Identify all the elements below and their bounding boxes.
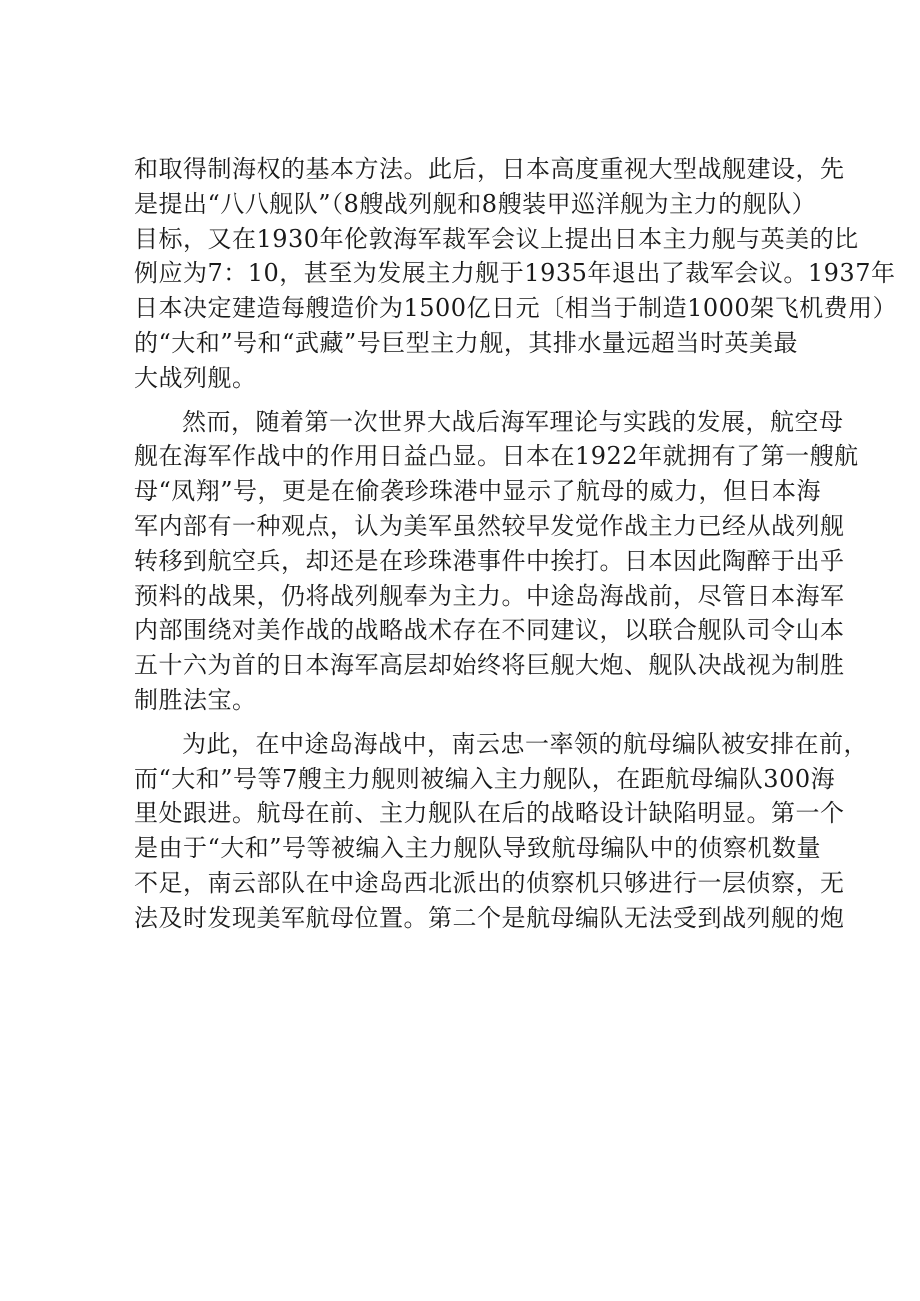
text-line: 和取得制海权的基本方法。此后，日本高度重视大型战舰建设，先 (134, 155, 845, 183)
text-line: 是提出“八八舰队”（8艘战列舰和8艘装甲巡洋舰为主力的舰队） (134, 189, 817, 218)
text-line: 日本决定建造每艘造价为1500亿日元〔相当于制造1000架飞机费用） (134, 294, 898, 323)
paragraph-3 (134, 727, 868, 936)
text-line: 内部围绕对美作战的战略战术存在不同建议，以联合舰队司令山本 (134, 616, 845, 645)
paragraph-2 (134, 405, 859, 718)
paragraph-1 (134, 152, 898, 396)
text-line: 转移到航空兵，却还是在珍珠港事件中挨打。日本因此陶醉于出乎 (134, 546, 845, 575)
text-line: 然而，随着第一次世界大战后海军理论与实践的发展，航空母 (182, 407, 844, 436)
text-line: 五十六为首的日本海军高层却始终将巨舰大炮、舰队决战视为制胜 (134, 651, 845, 680)
text-line: 大战列舰。 (134, 363, 257, 392)
body-text (134, 152, 898, 945)
text-line: 军内部有一种观点，认为美军虽然较早发觉作战主力已经从战列舰 (134, 511, 845, 540)
text-line: 例应为7：10，甚至为发展主力舰于1935年退出了裁军会议。1937年 (134, 259, 896, 288)
text-line: 是由于“大和”号等被编入主力舰队导致航母编队中的侦察机数量 (134, 834, 822, 863)
text-line: 舰在海军作战中的作用日益凸显。日本在1922年就拥有了第一艘航 (134, 442, 859, 471)
text-line: 母“凤翔”号，更是在偷袭珍珠港中显示了航母的威力，但日本海 (134, 477, 822, 506)
text-line: 里处跟进。航母在前、主力舰队在后的战略设计缺陷明显。第一个 (134, 799, 845, 828)
text-line: 为此，在中途岛海战中，南云忠一率领的航母编队被安排在前， (182, 729, 868, 758)
text-line: 的“大和”号和“武藏”号巨型主力舰，其排水量远超当时英美最 (134, 328, 798, 357)
text-line: 法及时发现美军航母位置。第二个是航母编队无法受到战列舰的炮 (134, 903, 845, 932)
text-line: 而“大和”号等7艘主力舰则被编入主力舰队，在距航母编队300海 (134, 764, 836, 793)
text-line: 预料的战果，仍将战列舰奉为主力。中途岛海战前，尽管日本海军 (134, 581, 845, 610)
text-line: 制胜法宝。 (134, 685, 257, 714)
text-line: 不足，南云部队在中途岛西北派出的侦察机只够进行一层侦察，无 (134, 868, 845, 897)
text-line: 目标，又在1930年伦敦海军裁军会议上提出日本主力舰与英美的比 (134, 224, 859, 253)
